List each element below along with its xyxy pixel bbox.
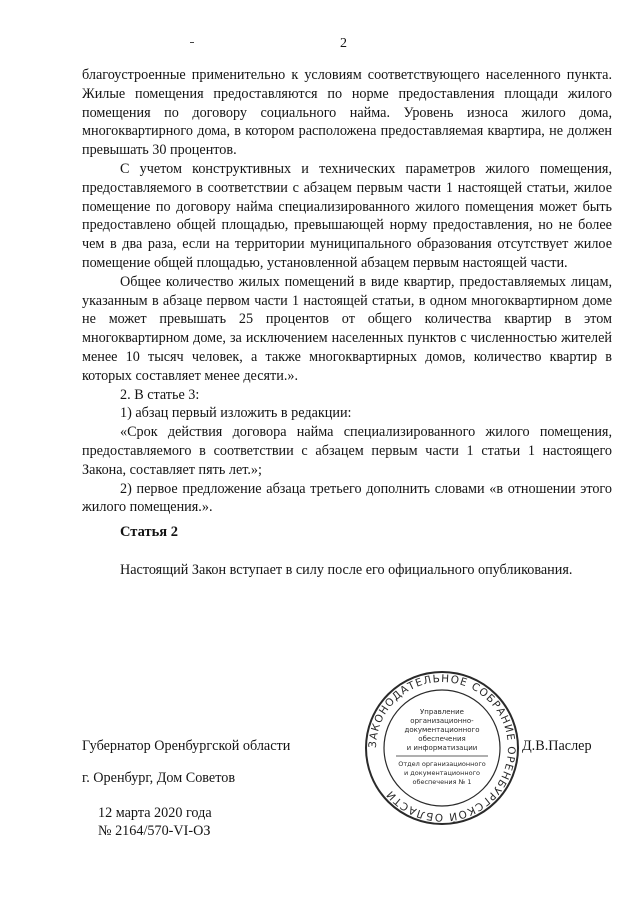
- article-text: Настоящий Закон вступает в силу после его официального опубликования.: [120, 562, 573, 578]
- seal-ring-text: ЗАКОНОДАТЕЛЬНОЕ СОБРАНИЕ ОРЕНБУРГСКОЙ ОБЛАСТИ: [366, 672, 518, 824]
- seal-line: и документационного: [404, 769, 480, 777]
- scan-mark: [190, 42, 194, 43]
- seal-line: Управление: [420, 708, 464, 716]
- seal-line: и информатизации: [406, 744, 478, 752]
- paragraph-7: 2) первое предложение абзаца третьего дополнить словами «в отношении этого жилого помещения.».: [82, 480, 612, 516]
- paragraph-6: «Срок действия договора найма специализированного жилого помещения, предоставляемого в соответствии с абзацем первым части 1 статьи 1 настоящего Закона, составляет пять лет.»;: [82, 424, 612, 478]
- paragraph-3: Общее количество жилых помещений в виде квартир, предоставляемых лицам, указанным в абзаце первом части 1 настоящей статьи, в одном многоквартирном доме не может превышать 25 процентов от общего количества квартир в этом многоквартирном доме, за исключением населенных пунктов с численностью жителей менее 10 тысяч человек, а также многоквартирных домов, количество квартир в которых составляет менее десяти.».: [82, 273, 612, 384]
- seal-line: Отдел организационного: [398, 760, 486, 768]
- paragraph-2: С учетом конструктивных и технических параметров жилого помещения, предоставляемого в соответствии с абзацем первым части 1 настоящей статьи, жилое помещение по договору найма специализированного жилого помещения может быть предоставлено общей площадью, превышающей норму предоставления, но не более чем в два раза, если на территории муниципального образования отсутствует жилое помещение общей площадью, установленной абзацем первым настоящей части.: [82, 160, 612, 271]
- governor-name: Д.В.Паслер: [522, 738, 592, 754]
- seal-line: организационно-: [410, 717, 474, 725]
- signing-place: г. Оренбург, Дом Советов: [82, 770, 236, 786]
- paragraph-4: 2. В статье 3:: [120, 386, 200, 403]
- signing-date: 12 марта 2020 года: [98, 805, 212, 821]
- seal-line: обеспечения: [418, 735, 466, 743]
- article-heading: Статья 2: [120, 524, 178, 540]
- law-number: № 2164/570-VI-ОЗ: [98, 823, 211, 839]
- seal-line: документационного: [404, 726, 480, 734]
- page-number: 2: [340, 36, 347, 51]
- document-body: [82, 66, 612, 517]
- seal-line: обеспечения № 1: [412, 778, 472, 786]
- paragraph-5: 1) абзац первый изложить в редакции:: [120, 405, 352, 422]
- governor-title: Губернатор Оренбургской области: [82, 738, 291, 754]
- official-seal: [362, 668, 522, 828]
- paragraph-1: благоустроенные применительно к условиям соответствующего населенного пункта. Жилые помещения предоставляются по норме предоставления площади жилого помещения по договору социального найма. Уровень износа жилого дома, многоквартирного дома, в котором расположена предоставляемая квартира, не должен превышать 30 процентов.: [82, 67, 612, 159]
